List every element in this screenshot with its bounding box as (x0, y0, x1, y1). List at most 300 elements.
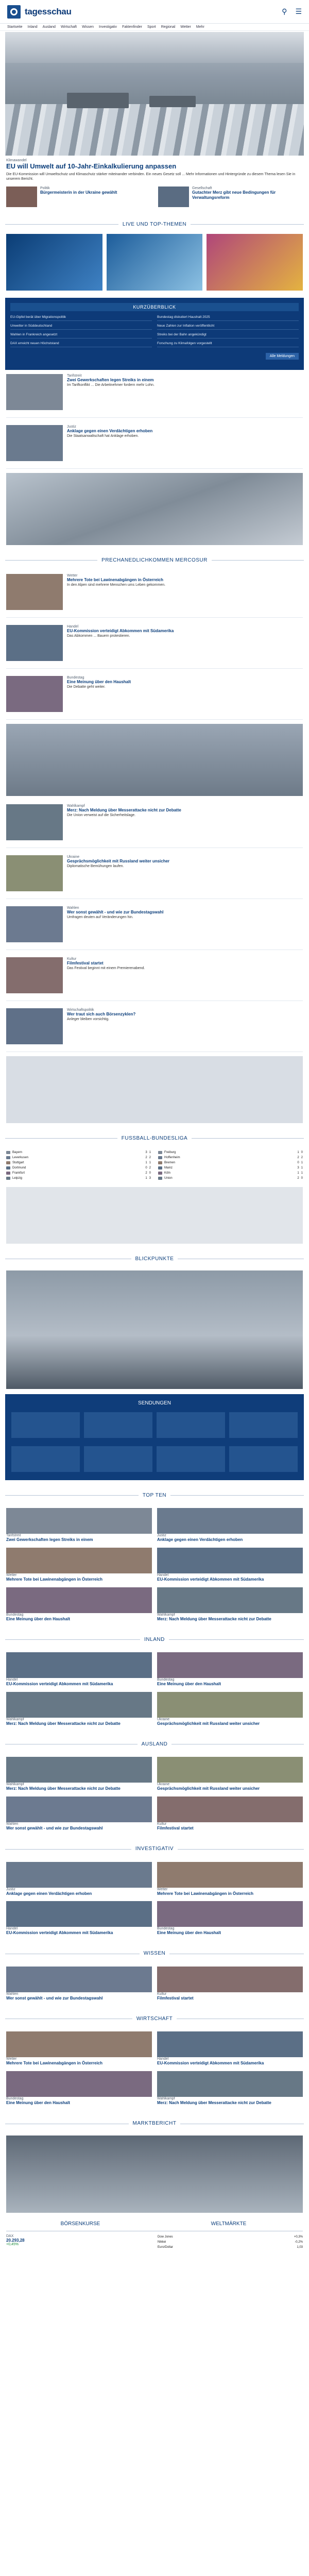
grid-card[interactable] (157, 1548, 303, 1582)
live-card[interactable] (107, 234, 203, 291)
boerse-row (0, 2231, 309, 2253)
buli-row[interactable] (6, 1160, 151, 1165)
grid-card[interactable] (157, 1508, 303, 1543)
kurz-header: KURZÜBERBLICK (10, 303, 299, 311)
grid-title[interactable]: Filmfestival startet (157, 1826, 194, 1831)
section-label: INVESTIGATIV (131, 1846, 178, 1852)
sendung-card[interactable] (11, 1412, 80, 1438)
article-body (67, 855, 303, 891)
grid-title[interactable]: EU-Kommission verteidigt Abkommen mit Südamerika (6, 1930, 113, 1936)
article-thumb (6, 957, 63, 993)
grid-card[interactable] (157, 1757, 303, 1791)
nav-item[interactable]: Ausland (42, 25, 56, 29)
score: 1 (301, 1161, 303, 1165)
welt-list (158, 2234, 303, 2250)
grid-title[interactable]: Gesprächsmöglichkeit mit Russland weiter unsicher (157, 1786, 260, 1791)
team-flag-icon (6, 1177, 10, 1180)
market-name: Nikkei (158, 2240, 166, 2244)
article-kicker: Wetter (67, 574, 78, 578)
nav-item[interactable]: Sport (147, 25, 156, 29)
tab-weltmaerkte[interactable]: WELTMÄRKTE (154, 2217, 303, 2231)
grid-thumb (157, 1967, 303, 1992)
buli-row[interactable] (158, 1160, 303, 1165)
live-card[interactable] (207, 234, 303, 291)
section-label: LIVE UND TOP-THEMEN (118, 222, 191, 227)
buli-row[interactable] (158, 1155, 303, 1160)
grid-title[interactable]: Merz: Nach Meldung über Messerattacke nicht zur Debatte (6, 1721, 121, 1726)
grid-thumb (6, 2071, 152, 2097)
article-text: Die Staatsanwaltschaft hat Anklage erhoben. (67, 434, 139, 438)
grid-card[interactable] (6, 1508, 152, 1543)
dax-label: DAX (6, 2234, 14, 2238)
sub-title[interactable]: Gutachter Merz gibt neue Bedingungen für Verwaltungsreform (192, 190, 276, 200)
article-teaser[interactable] (0, 800, 309, 844)
grid-title[interactable]: Merz: Nach Meldung über Messerattacke nicht zur Debatte (157, 2100, 271, 2105)
article-thumb (6, 1008, 63, 1044)
grid-title[interactable]: Mehrere Tote bei Lawinenabgängen in Österreich (6, 1577, 103, 1582)
section-label: WIRTSCHAFT (132, 2016, 177, 2022)
team-name: Köln (164, 1172, 171, 1175)
hero-shape (67, 93, 129, 108)
section-header-inland (0, 1632, 309, 1647)
score: 0 (301, 1151, 303, 1155)
all-news-button[interactable]: Alle Meldungen (266, 353, 299, 360)
grid-thumb (6, 1508, 152, 1534)
article-text: Im Tarifkonflikt ... Die Arbeitnehmer fordern mehr Lohn. (67, 383, 154, 387)
sendung-card[interactable] (11, 1446, 80, 1472)
grid-thumb (6, 1862, 152, 1888)
article-text: Das Abkommen ... Bauern protestieren. (67, 634, 130, 638)
nav-item[interactable]: Wirtschaft (60, 25, 77, 29)
article-kicker: Bundestag (67, 676, 84, 680)
header (0, 0, 309, 24)
kurz-item[interactable]: EU-Gipfel berät über Migrationspolitik (10, 314, 152, 321)
buli-row[interactable] (158, 1150, 303, 1155)
section-header-ausland (0, 1736, 309, 1752)
grid-title[interactable]: Mehrere Tote bei Lawinenabgängen in Österreich (6, 2061, 103, 2066)
kicker: Politik (40, 187, 50, 191)
article-title[interactable]: Merz: Nach Meldung über Messerattacke nicht zur Debatte (67, 808, 181, 813)
team-name: Hoffenheim (164, 1156, 180, 1160)
lead-story[interactable] (0, 156, 309, 184)
live-card[interactable] (6, 234, 102, 291)
dax-change: +0,45% (6, 2243, 19, 2247)
score: 3 (145, 1151, 147, 1155)
boerse-tabs (0, 2217, 309, 2231)
grid-thumb (6, 1967, 152, 1992)
grid-kicker: Wahlkampf (157, 1613, 175, 1617)
article-title[interactable]: Anklage gegen einen Verdächtigen erhoben (67, 429, 153, 434)
investigativ-grid (0, 1859, 309, 1939)
grid-title[interactable]: EU-Kommission verteidigt Abkommen mit Südamerika (157, 1577, 264, 1582)
grid-kicker: Justiz (6, 1887, 15, 1891)
dax-box[interactable] (6, 2234, 151, 2250)
grid-kicker: Handel (157, 2057, 169, 2061)
section-label: WISSEN (140, 1951, 169, 1956)
buli-row[interactable] (158, 1171, 303, 1176)
thumb-image (6, 187, 37, 207)
article-title[interactable]: Mehrere Tote bei Lawinenabgängen in Österreich (67, 578, 164, 583)
score: 3 (149, 1177, 151, 1180)
article-teaser[interactable] (0, 851, 309, 895)
nav-item[interactable]: Investigativ (99, 25, 117, 29)
article-body (67, 676, 303, 712)
inland-grid (0, 1649, 309, 1729)
score: 0 (145, 1166, 147, 1170)
articles-b (0, 570, 309, 720)
grid-thumb (6, 2031, 152, 2057)
score: 2 (301, 1156, 303, 1160)
grid-kicker: Tarifstreit (6, 1534, 21, 1538)
grid-card[interactable] (6, 1901, 152, 1936)
section-header-live (0, 216, 309, 232)
team-name: Leipzig (12, 1177, 23, 1180)
grid-title[interactable]: Eine Meinung über den Haushalt (6, 1616, 71, 1621)
grid-title[interactable]: Zwei Gewerkschaften legen Streiks in einem (6, 1537, 93, 1543)
articles-c (0, 800, 309, 1052)
tab-boerse[interactable]: BÖRSENKURSE (6, 2217, 154, 2231)
team-name: Freiburg (164, 1151, 176, 1155)
article-title[interactable]: Filmfestival startet (67, 961, 104, 966)
team-flag-icon (158, 1166, 162, 1170)
lead-title[interactable]: EU will Umwelt auf 10-Jahr-Einkalkulierung anpassen (6, 162, 177, 170)
grid-kicker: Ukraine (157, 1717, 170, 1721)
grid-kicker: Wahlen (6, 1992, 19, 1996)
article-thumb (6, 625, 63, 661)
score: 1 (145, 1177, 147, 1180)
search-icon[interactable]: ⚲ (282, 7, 287, 15)
grid-card[interactable] (6, 1548, 152, 1582)
grid-title[interactable]: Merz: Nach Meldung über Messerattacke nicht zur Debatte (6, 1786, 121, 1791)
article-teaser[interactable] (0, 1004, 309, 1048)
buli-row[interactable] (6, 1165, 151, 1171)
grid-kicker: Handel (157, 1573, 169, 1578)
grid-title[interactable]: Eine Meinung über den Haushalt (157, 1930, 221, 1936)
grid-thumb (157, 2031, 303, 2057)
team-name: Union (164, 1177, 173, 1180)
grid-title[interactable]: Filmfestival startet (157, 1995, 194, 2001)
grid-kicker: Kultur (157, 1822, 167, 1826)
grid-kicker: Bundestag (157, 1678, 175, 1682)
team-name: Dortmund (12, 1166, 26, 1170)
grid-title[interactable]: Anklage gegen einen Verdächtigen erhoben (6, 1891, 92, 1896)
grid-card[interactable] (157, 1862, 303, 1896)
article-thumb (6, 676, 63, 712)
grid-card[interactable] (6, 1797, 152, 1831)
grid-card[interactable] (6, 1862, 152, 1896)
grid-card[interactable] (6, 1757, 152, 1791)
grid-title[interactable]: EU-Kommission verteidigt Abkommen mit Südamerika (157, 2061, 264, 2066)
welt-row[interactable] (158, 2245, 303, 2250)
market-change: +0,3% (294, 2235, 303, 2239)
grid-title[interactable]: Wer sonst gewählt - und wie zur Bundestagswahl (6, 1995, 103, 2001)
dax-value: 20.293,28 (6, 2238, 25, 2243)
article-kicker: Ukraine (67, 855, 80, 859)
grid-thumb (6, 1548, 152, 1573)
team-flag-icon (158, 1156, 162, 1159)
grid-card[interactable] (6, 1967, 152, 2001)
grid-card[interactable] (157, 1797, 303, 1831)
nav-item[interactable]: Regional (161, 25, 176, 29)
hero-image[interactable] (5, 32, 304, 156)
section-header-buli (0, 1130, 309, 1146)
score: 2 (149, 1166, 151, 1170)
grid-title[interactable]: Mehrere Tote bei Lawinenabgängen in Österreich (157, 1891, 254, 1896)
menu-icon[interactable]: ☰ (295, 7, 302, 15)
market-name: Euro/Dollar (158, 2245, 174, 2249)
sendung-card[interactable] (84, 1446, 152, 1472)
wirtschaft-grid (0, 2028, 309, 2108)
welt-row[interactable] (158, 2234, 303, 2240)
article-kicker: Handel (67, 625, 79, 629)
hero-shape (149, 96, 196, 107)
sendung-card[interactable] (157, 1446, 225, 1472)
score: 2 (145, 1156, 147, 1160)
article-teaser[interactable] (0, 902, 309, 946)
article-text: Anleger bleiben vorsichtig. (67, 1018, 110, 1022)
article-kicker: Wahlkampf (67, 804, 85, 808)
score: 3 (297, 1166, 299, 1170)
markt-image[interactable] (6, 2136, 303, 2213)
grid-card[interactable] (6, 1652, 152, 1687)
avalanche-image[interactable] (6, 473, 303, 545)
grid-thumb (157, 1797, 303, 1822)
sendung-card[interactable] (229, 1412, 298, 1438)
score: 0 (149, 1172, 151, 1175)
article-thumb (6, 374, 63, 410)
grid-card[interactable] (157, 1692, 303, 1726)
nav-item[interactable]: Startseite (7, 25, 23, 29)
ausland-grid (0, 1754, 309, 1834)
grid-thumb (157, 1548, 303, 1573)
thumb-image (158, 187, 189, 207)
section-header-blick (0, 1251, 309, 1266)
grid-title[interactable]: Gesprächsmöglichkeit mit Russland weiter unsicher (157, 1721, 260, 1726)
grid-kicker: Ukraine (157, 1783, 170, 1787)
team-name: Mainz (164, 1166, 173, 1170)
grid-card[interactable] (157, 1901, 303, 1936)
nav-item[interactable]: Wetter (180, 25, 191, 29)
grid-title[interactable]: Merz: Nach Meldung über Messerattacke nicht zur Debatte (157, 1616, 271, 1621)
score: 1 (149, 1151, 151, 1155)
divider (6, 468, 303, 469)
kurz-item[interactable]: Neue Zahlen zur Inflation veröffentlicht (157, 323, 299, 330)
buli-row[interactable] (6, 1150, 151, 1155)
article-thumb (6, 855, 63, 891)
grid-card[interactable] (6, 1587, 152, 1622)
article-title[interactable]: Eine Meinung über den Haushalt (67, 680, 131, 685)
section-label: AUSLAND (138, 1741, 172, 1747)
score: 1 (301, 1172, 303, 1175)
grid-kicker: Kultur (157, 1992, 167, 1996)
kurz-item[interactable]: Bundestag diskutiert Haushalt 2025 (157, 314, 299, 321)
lead-sub-row (0, 184, 309, 209)
grid-kicker: Handel (6, 1678, 18, 1682)
grid-card[interactable] (6, 1692, 152, 1726)
team-flag-icon (158, 1177, 162, 1180)
article-title[interactable]: Wer sonst gewählt - und wie zur Bundestagswahl (67, 910, 164, 915)
article-teaser[interactable] (0, 621, 309, 665)
section-header-prev (0, 552, 309, 568)
score: 2 (149, 1156, 151, 1160)
buli-row[interactable] (6, 1171, 151, 1176)
grid-thumb (6, 1757, 152, 1783)
team-flag-icon (6, 1151, 10, 1154)
score: 1 (301, 1166, 303, 1170)
grid-title[interactable]: Wer sonst gewählt - und wie zur Bundestagswahl (6, 1826, 103, 1831)
lead-sub-item[interactable] (158, 187, 303, 207)
buli-row[interactable] (6, 1176, 151, 1181)
sendung-card[interactable] (157, 1412, 225, 1438)
section-label: TOP TEN (139, 1493, 170, 1498)
team-flag-icon (6, 1156, 10, 1159)
grid-kicker: Wahlkampf (157, 2097, 175, 2100)
nav-item[interactable]: Inland (27, 25, 38, 29)
team-flag-icon (158, 1151, 162, 1154)
grid-thumb (6, 1692, 152, 1718)
grid-kicker: Wetter (157, 1887, 168, 1891)
article-title[interactable]: Gesprächsmöglichkeit mit Russland weiter unsicher (67, 859, 170, 864)
grid-thumb (6, 1587, 152, 1613)
grid-thumb (157, 1508, 303, 1534)
grid-kicker: Handel (6, 1927, 18, 1931)
article-title[interactable]: Wer traut sich auch Börsenzyklen? (67, 1012, 136, 1017)
logo-icon[interactable] (7, 5, 21, 19)
grid-card[interactable] (6, 2031, 152, 2066)
section-header-wirtschaft (0, 2011, 309, 2026)
main-nav (0, 24, 309, 31)
article-thumb (6, 804, 63, 840)
team-name: Bremen (164, 1161, 176, 1165)
grid-card[interactable] (157, 2031, 303, 2066)
article-text: Das Festival beginnt mit einem Premierenabend. (67, 967, 145, 971)
grid-thumb (157, 1757, 303, 1783)
nav-item[interactable]: Wissen (82, 25, 94, 29)
grid-card[interactable] (157, 1652, 303, 1687)
grid-thumb (6, 1652, 152, 1678)
kurz-list (10, 314, 299, 347)
grid-card[interactable] (157, 2071, 303, 2106)
welt-row[interactable] (158, 2240, 303, 2245)
grid-kicker: Wetter (6, 1573, 17, 1578)
sendung-card[interactable] (229, 1446, 298, 1472)
article-kicker: Justiz (67, 425, 76, 429)
hero-sky (5, 32, 304, 63)
sendungen-section (5, 1394, 304, 1480)
article-title[interactable]: Zwei Gewerkschaften legen Streiks in einem (67, 378, 154, 383)
grid-title[interactable]: Anklage gegen einen Verdächtigen erhoben (157, 1537, 243, 1543)
section-label: BLICKPUNKTE (131, 1256, 178, 1262)
nav-item[interactable]: Faktenfinder (122, 25, 142, 29)
kurz-item[interactable]: Unwetter in Süddeutschland (10, 323, 152, 330)
article-teaser[interactable] (0, 421, 309, 465)
kurz-item[interactable]: Forschung zu Klimafolgen vorgestellt (157, 341, 299, 347)
article-teaser[interactable] (0, 672, 309, 716)
buli-table (0, 1148, 309, 1183)
score: 1 (297, 1172, 299, 1175)
score: 0 (297, 1161, 299, 1165)
article-title[interactable]: EU-Kommission verteidigt Abkommen mit Südamerika (67, 629, 174, 634)
article-body (67, 804, 303, 840)
article-thumb (6, 906, 63, 942)
market-change: -0,2% (295, 2240, 303, 2244)
section-header-top (0, 1487, 309, 1503)
buli-left (6, 1150, 151, 1181)
live-row (0, 234, 309, 291)
team-flag-icon (158, 1161, 162, 1164)
buli-right (158, 1150, 303, 1181)
wissen-grid (0, 1963, 309, 2004)
section-header-wissen (0, 1946, 309, 1961)
article-kicker: Kultur (67, 957, 77, 961)
grid-thumb (6, 1901, 152, 1927)
lead-text: Die EU-Kommission will Umweltschutz und Klimaschutz stärker miteinander verbinden. Ein neues Gesetz soll ... Mehr Informationen und Hintergründe zu diesem Thema lesen Sie in unserem Bericht. (6, 172, 296, 181)
grid-card[interactable] (6, 2071, 152, 2106)
article-teaser[interactable] (0, 370, 309, 414)
article-kicker: Wirtschaftspolitik (67, 1008, 94, 1012)
merz-image[interactable] (6, 724, 303, 796)
score: 1 (149, 1161, 151, 1165)
grid-title[interactable]: Eine Meinung über den Haushalt (157, 1682, 221, 1687)
team-flag-icon (158, 1172, 162, 1175)
market-change: 1,03 (297, 2245, 303, 2249)
score: 2 (145, 1172, 147, 1175)
hero-sea (5, 104, 304, 156)
sendungen-label: SENDUNGEN (138, 1400, 171, 1406)
team-name: Leverkusen (12, 1156, 29, 1160)
article-body (67, 1008, 303, 1044)
kurz-item[interactable]: Wahlen in Frankreich angesetzt (10, 332, 152, 338)
article-body (67, 574, 303, 610)
article-text: Die Union verweist auf die Sicherheitslage. (67, 814, 136, 818)
grid-thumb (6, 1797, 152, 1822)
score: 1 (145, 1161, 147, 1165)
grid-card[interactable] (157, 1967, 303, 2001)
grid-thumb (157, 1862, 303, 1888)
grid-title[interactable]: Eine Meinung über den Haushalt (6, 2100, 71, 2105)
grid-thumb (157, 1901, 303, 1927)
sub-title[interactable]: Bürgermeisterin in der Ukraine gewählt (40, 190, 117, 195)
section-label: FUSSBALL-BUNDESLIGA (117, 1136, 192, 1141)
kurz-item[interactable]: Streiks bei der Bahn angekündigt (157, 332, 299, 338)
team-flag-icon (6, 1161, 10, 1164)
grid-card[interactable] (157, 1587, 303, 1622)
topten-grid (0, 1505, 309, 1624)
article-thumb (6, 425, 63, 461)
video-placeholder[interactable] (6, 1056, 303, 1123)
brand-name[interactable]: tagesschau (25, 6, 72, 16)
article-body (67, 957, 303, 993)
article-body (67, 625, 303, 661)
kurz-item[interactable]: DAX erreicht neuen Höchststand (10, 341, 152, 347)
nav-item[interactable]: Mehr (196, 25, 204, 29)
kicker: Gesellschaft (192, 187, 212, 191)
buli-row[interactable] (158, 1165, 303, 1171)
grid-title[interactable]: EU-Kommission verteidigt Abkommen mit Südamerika (6, 1682, 113, 1687)
buli-row[interactable] (158, 1176, 303, 1181)
team-name: Frankfurt (12, 1172, 25, 1175)
blick-image[interactable] (6, 1270, 303, 1389)
lead-sub-item[interactable] (6, 187, 151, 207)
sendung-card[interactable] (84, 1412, 152, 1438)
article-text: In den Alpen sind mehrere Menschen ums Leben gekommen. (67, 583, 166, 587)
article-teaser[interactable] (0, 570, 309, 614)
section-label: MARKTBERICHT (129, 2121, 181, 2126)
buli-row[interactable] (6, 1155, 151, 1160)
section-header-markt (0, 2116, 309, 2131)
grid-kicker: Justiz (157, 1534, 166, 1538)
article-teaser[interactable] (0, 953, 309, 997)
